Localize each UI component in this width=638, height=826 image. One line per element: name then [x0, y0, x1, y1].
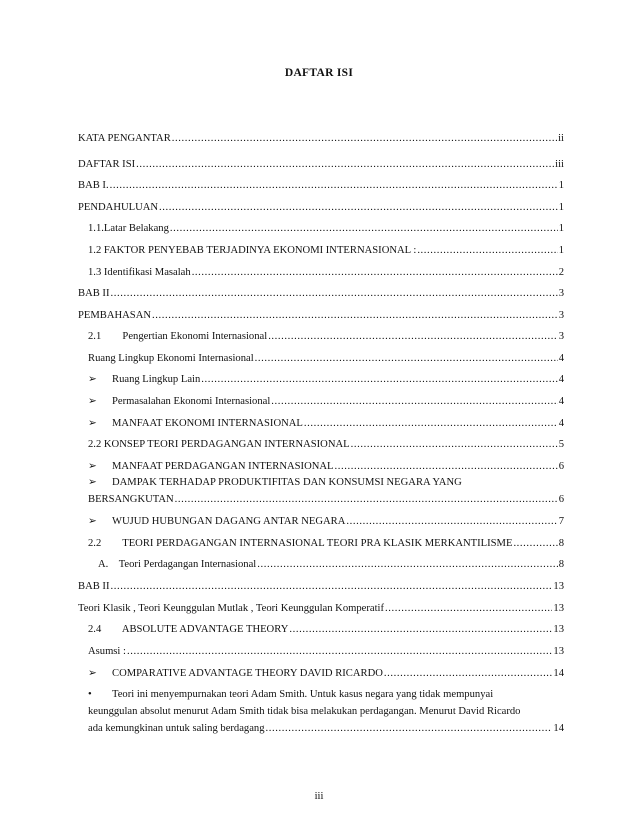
toc-label: keunggulan absolut menurut Adam Smith tidak bisa melakukan perdagangan. Menurut David Ricardo: [88, 706, 521, 717]
toc-page: 5: [558, 439, 564, 450]
toc-label: Teori ini menyempurnakan teori Adam Smith. Untuk kasus negara yang tidak mempunyai: [112, 689, 494, 700]
toc-leader: [255, 352, 558, 365]
toc-label: 2.2 KONSEP TEORI PERDAGANGAN INTERNASIONAL: [88, 439, 350, 450]
toc-entry[interactable]: [88, 645, 564, 658]
toc-page: 14: [553, 668, 564, 679]
toc-label: Ruang Lingkup Ekonomi Internasional: [88, 353, 254, 364]
toc-label: BAB II: [78, 288, 110, 299]
toc-label: [88, 395, 270, 408]
arrow-bullet-icon: ➢: [88, 418, 97, 429]
toc-page: 4: [558, 396, 564, 407]
toc-page: 3: [558, 331, 564, 342]
toc-leader: [289, 623, 552, 636]
toc-entry[interactable]: [88, 352, 564, 365]
toc-entry[interactable]: [88, 330, 564, 343]
toc-label: 2.4 ABSOLUTE ADVANTAGE THEORY: [88, 624, 289, 635]
arrow-bullet-icon: ➢: [88, 477, 97, 488]
toc-page: 1: [558, 202, 564, 213]
toc-entry[interactable]: [88, 438, 564, 451]
toc-entry[interactable]: [88, 493, 564, 506]
toc-label-text: MANFAAT PERDAGANGAN INTERNASIONAL: [112, 461, 334, 472]
toc-entry[interactable]: [88, 244, 564, 257]
toc-leader: [335, 460, 558, 473]
toc-leader: [136, 158, 554, 171]
toc-leader: [384, 667, 553, 680]
toc-page: iii: [555, 159, 564, 170]
toc-label: ada kemungkinan untuk saling berdagang: [88, 723, 265, 734]
toc-label: BAB II: [78, 581, 110, 592]
toc-leader: [201, 373, 557, 386]
toc-label-text: Permasalahan Ekonomi Internasional: [112, 396, 271, 407]
toc-page: 6: [558, 494, 564, 505]
toc-leader: [268, 330, 558, 343]
toc-entry[interactable]: [78, 287, 564, 300]
toc-leader: [127, 645, 552, 658]
toc-entry-line[interactable]: [88, 705, 564, 718]
toc-entry[interactable]: [78, 158, 564, 171]
toc-leader: [111, 287, 558, 300]
toc-page: 4: [558, 353, 564, 364]
toc-label: 2.2 TEORI PERDAGANGAN INTERNASIONAL TEORI PRA KLASIK MERKANTILISME: [88, 538, 513, 549]
toc-entry[interactable]: [78, 602, 564, 615]
toc-label: A. Teori Perdagangan Internasional: [98, 559, 257, 570]
toc-entry[interactable]: [88, 515, 564, 528]
toc-entry[interactable]: [78, 179, 564, 192]
toc-label: 1.1.Latar Belakang: [88, 223, 169, 234]
toc-label: 2.1 Pengertian Ekonomi Internasional: [88, 331, 268, 342]
toc-entry-line[interactable]: [88, 688, 564, 701]
toc-entry[interactable]: [88, 623, 564, 636]
toc-label: [88, 515, 345, 528]
arrow-bullet-icon: ➢: [88, 396, 97, 407]
page-number: iii: [314, 791, 324, 802]
toc-entry[interactable]: [98, 558, 564, 571]
toc-page: 7: [558, 516, 564, 527]
toc-leader: [159, 201, 558, 214]
toc-page: 8: [558, 538, 564, 549]
toc-label: Teori Klasik , Teori Keunggulan Mutlak , Teori Keunggulan Komperatif: [78, 603, 385, 614]
toc-entry[interactable]: [88, 722, 564, 735]
toc-leader: [172, 132, 557, 145]
toc-leader: [192, 266, 558, 279]
toc-page: ii: [558, 133, 564, 144]
toc-page: 8: [558, 559, 564, 570]
page-title: DAFTAR ISI: [284, 67, 354, 79]
toc-leader: [271, 395, 557, 408]
toc-leader: [417, 244, 557, 257]
toc-label: DAMPAK TERHADAP PRODUKTIFITAS DAN KONSUMSI NEGARA YANG: [112, 477, 462, 488]
toc-entry[interactable]: [88, 222, 564, 235]
arrow-bullet-icon: ➢: [88, 516, 97, 527]
toc-entry[interactable]: [88, 417, 564, 430]
toc-page: 13: [553, 624, 564, 635]
toc-label-text: COMPARATIVE ADVANTAGE THEORY DAVID RICARDO: [112, 668, 383, 679]
toc-leader: [170, 222, 558, 235]
toc-label-text: Ruang Lingkup Lain: [112, 374, 201, 385]
toc-page: 13: [553, 603, 564, 614]
toc-leader: [385, 602, 552, 615]
toc-page: 3: [558, 288, 564, 299]
toc-leader: [110, 179, 558, 192]
toc-label: [88, 460, 334, 473]
toc-page: 3: [558, 310, 564, 321]
toc-leader: [304, 417, 558, 430]
toc-leader: [351, 438, 558, 451]
toc-entry[interactable]: [88, 460, 564, 473]
toc-page: 14: [553, 723, 564, 734]
toc-label: [88, 667, 383, 680]
toc-label: 1.2 FAKTOR PENYEBAB TERJADINYA EKONOMI INTERNASIONAL :: [88, 245, 417, 256]
toc-entry[interactable]: [78, 201, 564, 214]
arrow-bullet-icon: ➢: [88, 668, 97, 679]
toc-label: KATA PENGANTAR: [78, 133, 171, 144]
toc-leader: [111, 580, 553, 593]
toc-label: 1.3 Identifikasi Masalah: [88, 267, 191, 278]
toc-label: [88, 417, 303, 430]
toc-entry[interactable]: [88, 395, 564, 408]
toc-page: 2: [558, 267, 564, 278]
toc-leader: [513, 537, 557, 550]
arrow-bullet-icon: ➢: [88, 374, 97, 385]
toc-label: PENDAHULUAN: [78, 202, 159, 213]
toc-entry[interactable]: [88, 537, 564, 550]
toc-entry[interactable]: [78, 132, 564, 145]
toc-label: Asumsi :: [88, 646, 126, 657]
toc-page: 13: [553, 646, 564, 657]
toc-label: BAB I.: [78, 180, 109, 191]
toc-leader: [152, 309, 558, 322]
toc-entry[interactable]: [88, 266, 564, 279]
toc-leader: [257, 558, 557, 571]
toc-entry[interactable]: [88, 373, 564, 386]
toc-label: PEMBAHASAN: [78, 310, 151, 321]
toc-page: 4: [558, 418, 564, 429]
toc-label-text: MANFAAT EKONOMI INTERNASIONAL: [112, 418, 303, 429]
toc-entry[interactable]: [88, 667, 564, 680]
toc-page: 4: [558, 374, 564, 385]
dot-bullet-icon: •: [88, 689, 92, 700]
toc-entry-line[interactable]: [88, 476, 564, 489]
toc-label: DAFTAR ISI: [78, 159, 136, 170]
toc-label-text: WUJUD HUBUNGAN DAGANG ANTAR NEGARA: [112, 516, 346, 527]
toc-leader: [175, 493, 558, 506]
toc-entry[interactable]: [78, 309, 564, 322]
toc-label: BERSANGKUTAN: [88, 494, 174, 505]
toc-page: 1: [558, 223, 564, 234]
toc-leader: [266, 722, 553, 735]
arrow-bullet-icon: ➢: [88, 461, 97, 472]
toc-page: 1: [558, 245, 564, 256]
toc-label: [88, 373, 200, 386]
toc-entry[interactable]: [78, 580, 564, 593]
toc-leader: [346, 515, 557, 528]
toc-page: 13: [553, 581, 564, 592]
toc-page: 1: [558, 180, 564, 191]
toc-page: 6: [558, 461, 564, 472]
